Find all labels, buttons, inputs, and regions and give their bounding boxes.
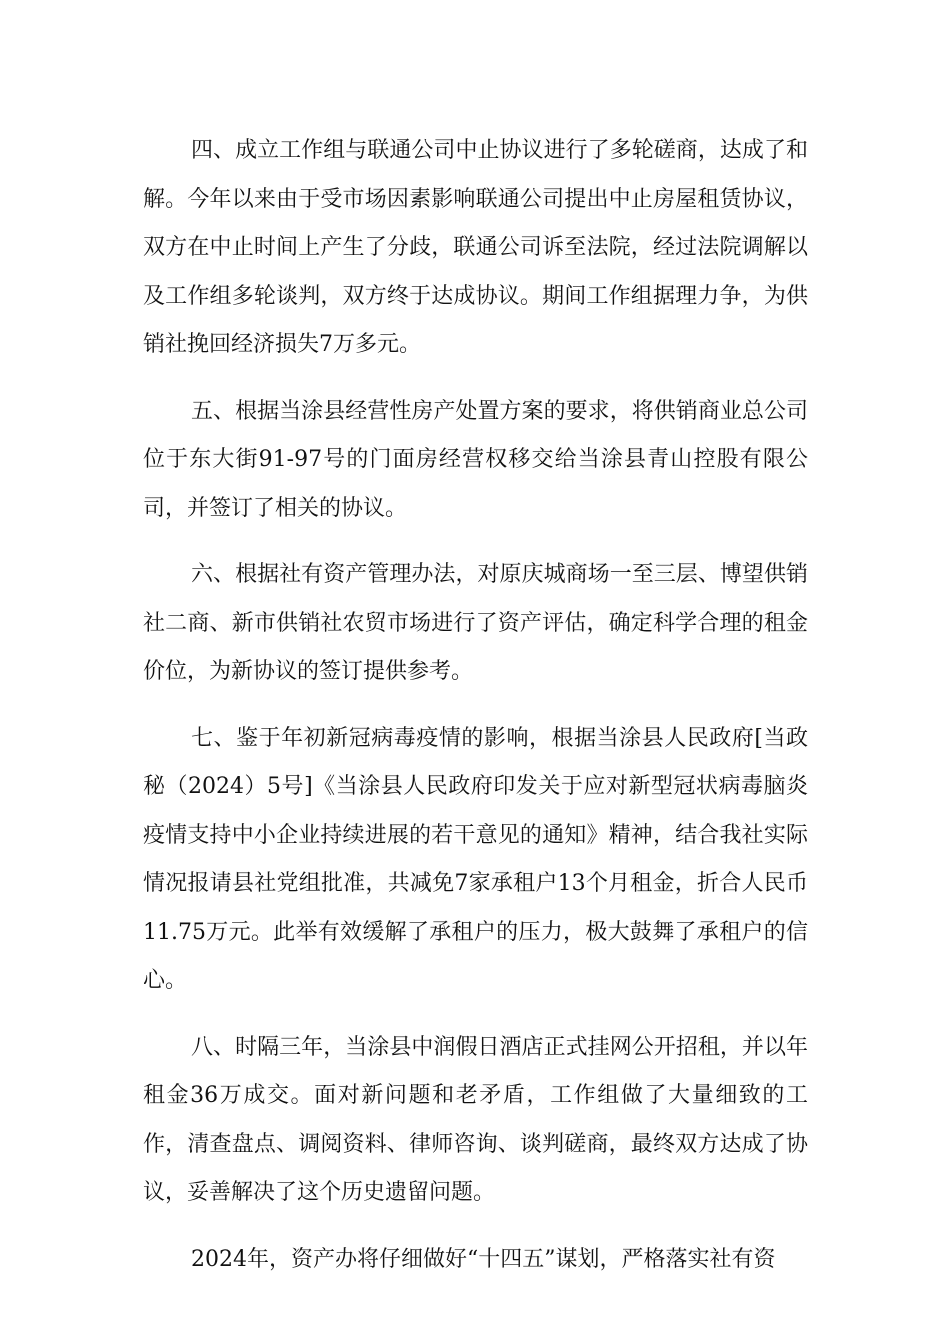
document-body (143, 127, 808, 1302)
paragraph-item-7: 七、鉴于年初新冠病毒疫情的影响，根据当涂县人民政府[当政秘（2024）5号]《当涂县人民政府印发关于应对新型冠状病毒脑炎疫情支持中小企业持续进展的若干意见的通知》精神，结合我社实际情况报请县社党组批准，共减免7家承租户13个月租金，折合人民币11.75万元。此举有效缓解了承租户的压力，极大鼓舞了承租户的信心。 (143, 725, 808, 993)
paragraph-item-6: 六、根据社有资产管理办法，对原庆城商场一至三层、博望供销社二商、新市供销社农贸市场进行了资产评估，确定科学合理的租金价位，为新协议的签订提供参考。 (143, 562, 808, 684)
paragraph-plan-2024: 2024年，资产办将仔细做好“十四五”谋划，严格落实社有资 (191, 1246, 776, 1272)
paragraph-item-5: 五、根据当涂县经营性房产处置方案的要求，将供销商业总公司位于东大街91-97号的门面房经营权移交给当涂县青山控股有限公司，并签订了相关的协议。 (143, 398, 808, 521)
paragraph-item-8: 八、时隔三年，当涂县中润假日酒店正式挂网公开招租，并以年租金36万成交。面对新问题和老矛盾，工作组做了大量细致的工作，清查盘点、调阅资料、律师咨询、谈判磋商，最终双方达成了协议，妥善解决了这个历史遗留问题。 (143, 1034, 808, 1205)
paragraph-item-4: 四、成立工作组与联通公司中止协议进行了多轮磋商，达成了和解。今年以来由于受市场因素影响联通公司提出中止房屋租赁协议，双方在中止时间上产生了分歧，联通公司诉至法院，经过法院调解以及工作组多轮谈判，双方终于达成协议。期间工作组据理力争，为供销社挽回经济损失7万多元。 (143, 138, 808, 357)
